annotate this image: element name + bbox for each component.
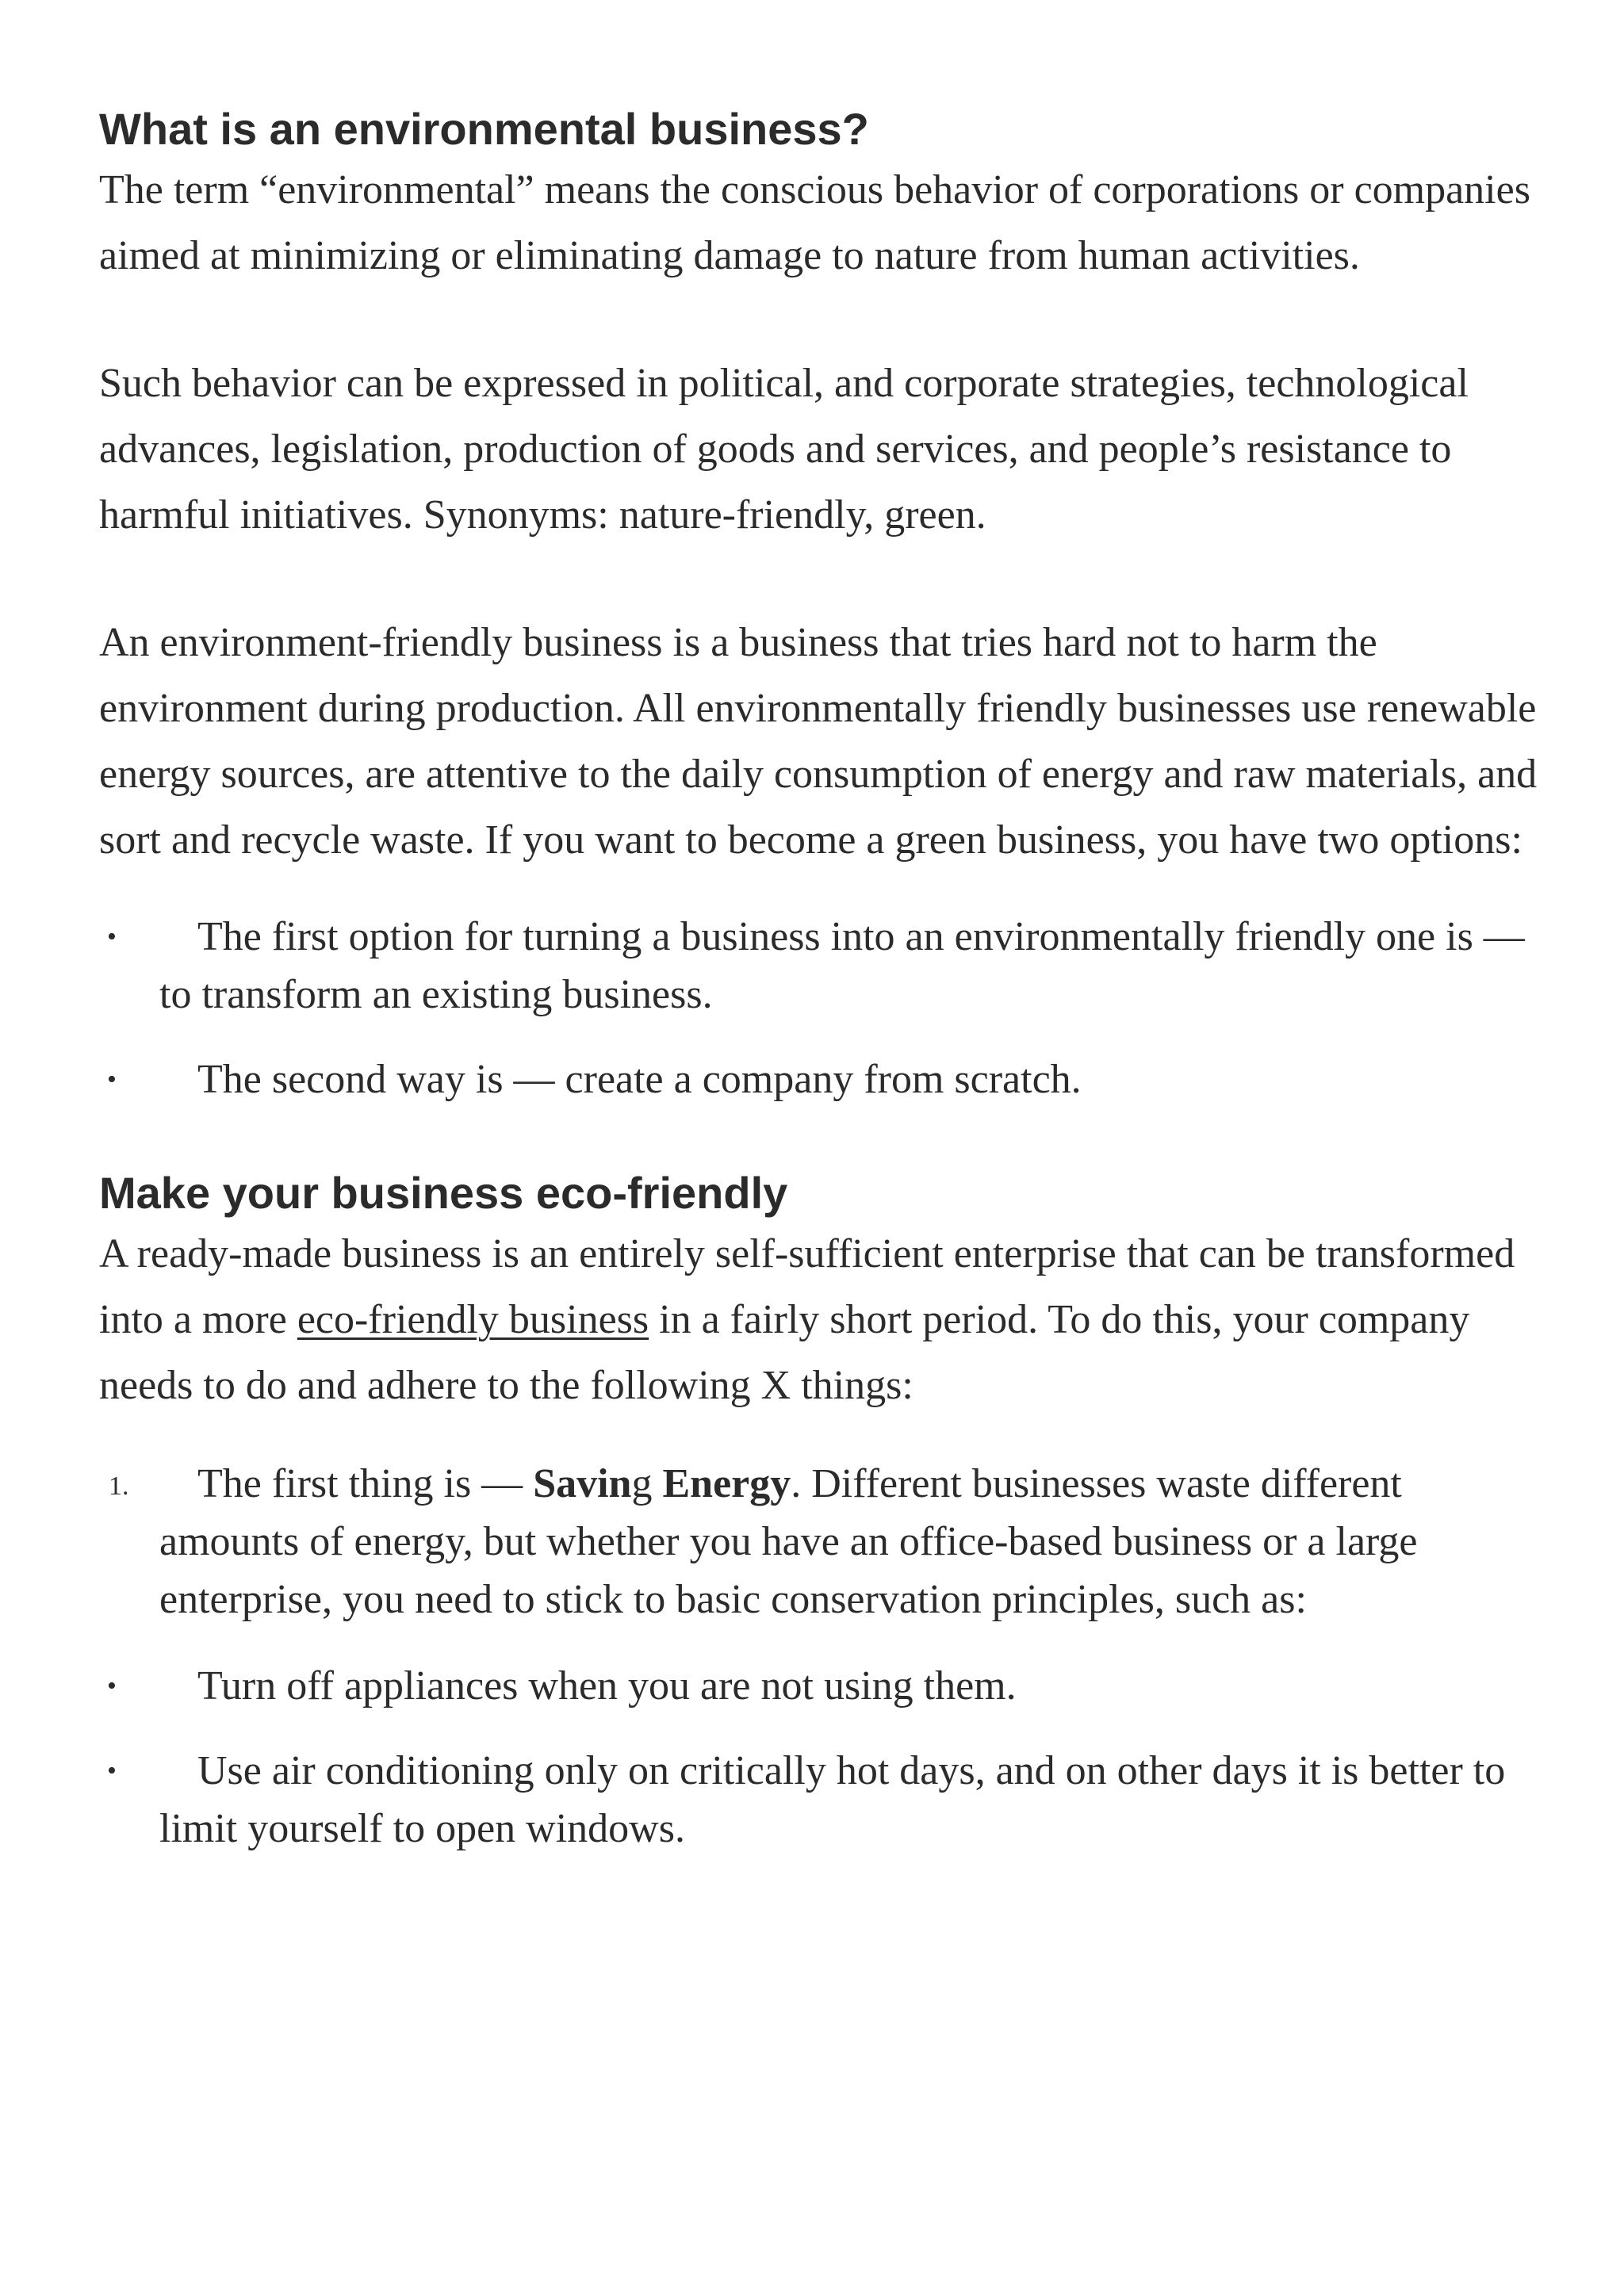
paragraph-ready-made-business (99, 1221, 1550, 1418)
item1-after: . Different businesses waste different amounts of energy, but whether you have an office-based business or a large enterprise, you need to stick to basic conservation principles, such as: (159, 1461, 1418, 1622)
item1-before: The first thing is — (197, 1461, 534, 1506)
option-1-text: The first option for turning a business into an environmentally friendly one is — to transform an existing business. (159, 914, 1525, 1017)
intro-text-after-link: in a fairly short period. To do this, your company needs to do and adhere to the following X things: (99, 1297, 1470, 1408)
paragraph-environment-friendly-business: An environment-friendly business is a business that tries hard not to harm the environment during production. All environmentally friendly businesses use renewable energy sources, are attentive to the daily consumption of energy and raw materials, and sort and recycle waste. If you want to become a green business, you have two options: (99, 620, 1538, 863)
item1-bold-energy: Energy (662, 1461, 791, 1506)
document-page (99, 101, 1550, 1858)
heading-make-eco-friendly: Make your business eco-friendly (99, 1168, 788, 1218)
bullet-marker: • (107, 922, 117, 951)
list-item-saving-energy (99, 1455, 1550, 1628)
eco-friendly-business-link[interactable]: eco-friendly business (297, 1297, 649, 1342)
list-item-principle-1 (99, 1657, 1550, 1715)
number-marker: 1. (109, 1471, 129, 1501)
principles-list (99, 1657, 1550, 1858)
principle-2-text: Use air conditioning only on critically hot days, and on other days it is better to limit yourself to open windows. (159, 1748, 1506, 1851)
options-list (99, 908, 1550, 1108)
item1-bold-saving: Savin (533, 1461, 632, 1506)
heading-environmental-business: What is an environmental business? (99, 104, 869, 154)
bullet-marker: • (107, 1671, 117, 1701)
list-item-option-2 (99, 1050, 1550, 1108)
principle-1-text: Turn off appliances when you are not using them. (197, 1663, 1017, 1709)
option-2-text: The second way is — create a company from scratch. (197, 1057, 1082, 1102)
bullet-marker: • (107, 1756, 117, 1785)
things-list (99, 1455, 1550, 1628)
item1-plain-g: g (631, 1461, 663, 1506)
bullet-marker: • (107, 1065, 117, 1094)
paragraph-term-definition: The term “environmental” means the conscious behavior of corporations or companies aimed at minimizing or eliminating damage to nature from human activities. (99, 167, 1530, 278)
list-item-option-1 (99, 908, 1550, 1024)
paragraph-behavior-expression: Such behavior can be expressed in political, and corporate strategies, technological advances, legislation, production of goods and services, and people’s resistance to harmful initiatives. Synonyms: nature-friendly, green. (99, 361, 1469, 538)
list-item-principle-2 (99, 1742, 1550, 1858)
intro-text-before-link: A ready-made business is an entirely self-sufficient enterprise that can be transformed into a more (99, 1231, 1515, 1342)
